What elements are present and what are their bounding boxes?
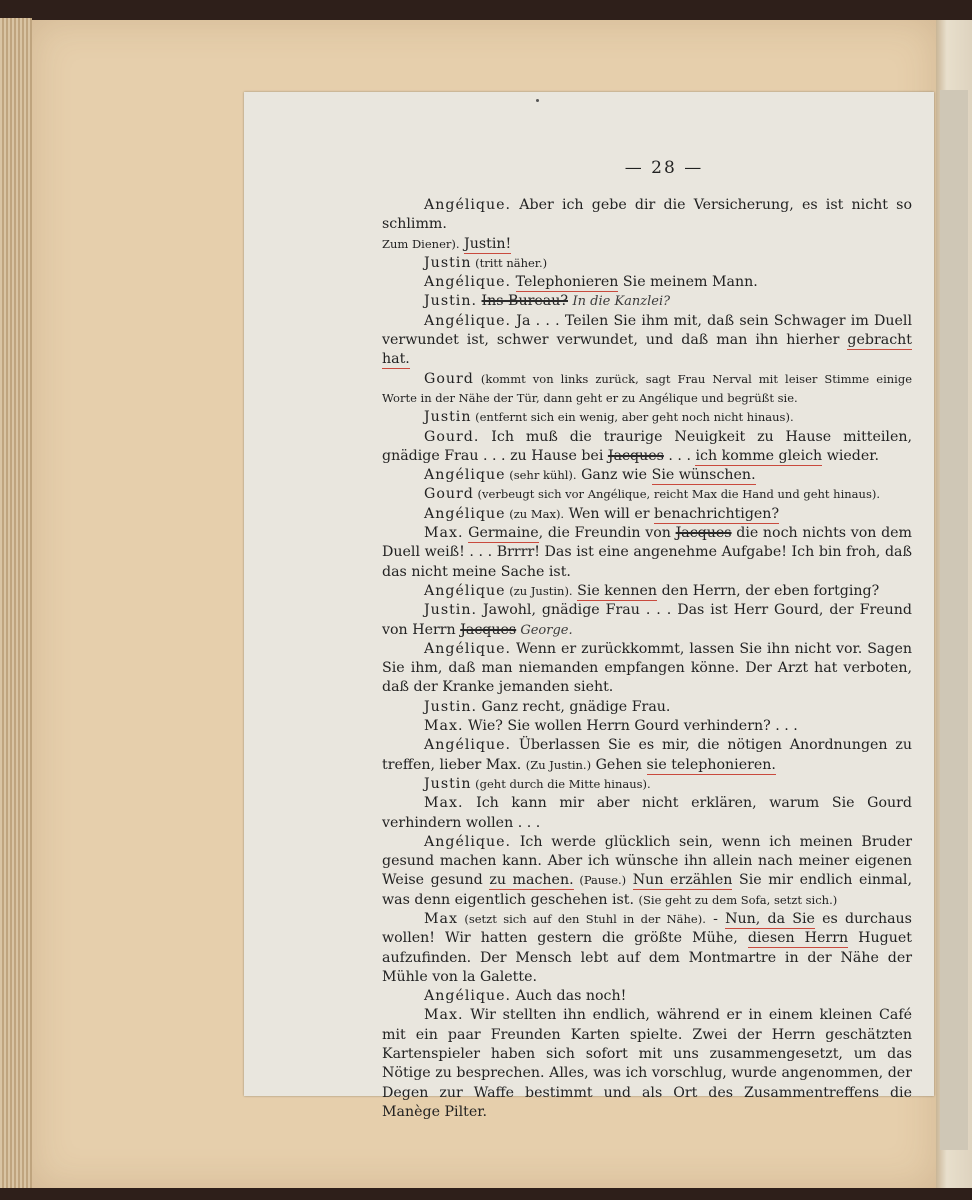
stage-direction: (entfernt sich ein wenig, aber geht noch nicht hinaus). [471,410,794,425]
underlined-text: Germaine [468,525,539,542]
line-text: . . . [663,447,696,464]
line-text: Ich kann mir aber nicht erklären, warum Sie Gourd verhindern wollen . . . [382,795,912,831]
speaker-name: Max. [424,525,464,542]
line-text: Jawohl, gnädige Frau . . . Das ist Herr Gourd, der Freund von Herrn [382,602,912,638]
handwritten-correction: In die Kanzlei? [572,294,671,310]
line-text: es durchaus wollen! Wir hatten gestern die größte Mühe, [382,910,912,947]
line-text: Ganz recht, gnädige Frau. [477,698,671,715]
speaker-name: Angélique. [424,274,512,291]
line-text: Auch das noch! [511,988,627,1005]
script-line [382,292,912,311]
line-text [626,872,633,888]
script-line [382,640,912,698]
speaker-name: Justin [424,254,472,271]
speaker-name: Max [424,910,458,927]
script-line [382,485,912,504]
stage-direction: (Pause.) [573,873,627,888]
script-line [382,312,912,370]
line-text: Sie meinem Mann. [618,274,758,291]
script-line [382,794,912,833]
line-text: Überlassen Sie es mir, die nötigen Anordnungen zu treffen, lieber Max. [382,737,912,773]
underlined-text: ich komme gleich [695,447,823,464]
script-line [382,582,912,601]
speaker-name: Angélique. [424,312,512,329]
speaker-name: Gourd [424,370,474,387]
underlined-text: Nun, da Sie [725,910,815,927]
stage-direction: Zum Diener). [382,236,460,251]
line-text: Wenn er zurückkommt, lassen Sie ihn nicht vor. Sagen Sie ihm, daß man niemanden empfangen könne. Der Arzt hat verboten, daß der Kranke jemanden sieht. [382,640,912,696]
stage-direction: (Zu Justin.) [525,757,592,772]
handwritten-correction: George. [516,622,573,638]
script-line [382,254,912,273]
script-line [382,428,912,467]
script-line [382,370,912,409]
page-number: — 28 — [624,158,704,178]
line-text: Wen will er [564,505,655,522]
script-line [382,466,912,485]
script-line [382,833,912,910]
stage-direction: (zu Justin). [505,583,573,598]
script-line [382,524,912,582]
underlined-text: diesen Herrn [747,930,849,947]
line-text: den Herrn, der eben fortging? [657,582,880,599]
speaker-name: Justin. [424,293,477,310]
line-text: Gehen [591,756,647,773]
ink-dot [536,99,539,102]
underlined-text: Sie kennen [577,582,658,599]
line-text: Ich muß die traurige Neuigkeit zu Hause mitteilen, gnädige Frau . . . zu Hause bei [382,428,912,464]
script-text [382,196,912,1122]
script-line [382,910,912,987]
line-text [511,274,516,290]
struck-text: Jacques [460,621,517,638]
speaker-name: Justin [424,409,472,426]
line-text: Huguet aufzufinden. Der Mensch lebt auf dem Montmartre in der Nähe der Mühle von la Galette. [382,930,912,985]
line-text: Aber ich gebe dir die Versicherung, es ist nicht so schlimm. [382,197,912,233]
speaker-name: Angélique [424,582,506,599]
page-stack-edge [0,18,32,1188]
speaker-name: Gourd. [424,428,480,445]
script-line [382,1006,912,1122]
struck-text: Jacques [607,447,664,464]
line-text: Ich werde glücklich sein, wenn ich meinen Bruder gesund machen kann. Aber ich wünsche ihn allein nach meiner eigenen Weise gesund [382,833,912,889]
speaker-name: Angélique. [424,833,512,850]
stage-direction: (setzt sich auf den Stuhl in der Nähe). [458,911,706,926]
script-line [382,987,912,1006]
underlined-text: benachrichtigen? [654,505,780,522]
script-line [382,235,912,254]
script-line [382,775,912,794]
speaker-name: Angélique [424,505,506,522]
underlined-text: Telephonieren [515,274,619,291]
stage-direction: (geht durch die Mitte hinaus). [471,776,651,791]
line-text: Wie? Sie wollen Herrn Gourd verhindern? . . . [463,718,798,735]
underlined-text: Justin! [464,235,512,252]
right-page-edge [936,20,972,1188]
speaker-name: Max. [424,718,464,735]
script-line [382,196,912,235]
line-text: - [705,910,726,927]
script-line [382,698,912,717]
speaker-name: Angélique. [424,988,512,1005]
script-line [382,505,912,524]
line-text: , die Freundin von [538,525,676,542]
speaker-name: Justin. [424,602,477,619]
struck-text: Ins Bureau? [481,293,568,310]
underlined-text: sie telephonieren. [646,756,776,773]
struck-text: Jacques [675,525,732,542]
underlined-text: zu machen. [489,872,574,889]
stage-direction: (Sie geht zu dem Sofa, setzt sich.) [638,892,838,907]
underlined-text: Sie wünschen. [651,467,756,484]
speaker-name: Justin [424,775,472,792]
script-line [382,408,912,427]
next-page-strip [940,90,968,1150]
speaker-name: Angélique. [424,197,512,213]
line-text: wieder. [822,447,879,464]
line-text: Sie mir endlich einmal, was denn eigentlich geschehen ist. [382,872,912,908]
stage-direction: (kommt von links zurück, sagt Frau Nerval mit leiser Stimme einige Worte in der Nähe der Tür, dann geht er zu Angélique und begrüßt sie. [382,371,912,405]
speaker-name: Angélique [424,467,506,484]
speaker-name: Angélique. [424,640,512,657]
script-line [382,273,912,292]
speaker-name: Max. [424,1007,464,1024]
line-text: die noch nichts von dem Duell weiß! . . . Brrrr! Das ist eine angenehme Aufgabe! Ich bin froh, daß das nicht meine Sache ist. [382,525,913,580]
underlined-text: gebracht hat. [382,332,912,368]
stage-direction: (sehr kühl). [505,468,577,483]
line-text: Ja . . . Teilen Sie ihm mit, daß sein Schwager im Duell verwundet ist, schwer verwundet, und daß man ihn hierher [382,312,912,349]
underlined-text: Nun erzählen [632,872,733,889]
script-line [382,601,912,640]
stage-direction: (zu Max). [505,506,565,521]
speaker-name: Max. [424,795,464,812]
script-line [382,736,912,775]
speaker-name: Angélique. [424,737,512,754]
speaker-name: Gourd [424,486,474,503]
script-line [382,717,912,736]
speaker-name: Justin. [424,698,477,715]
line-text: Ganz wie [576,467,652,484]
stage-direction: (tritt näher.) [471,255,548,270]
line-text: Wir stellten ihn endlich, während er in einem kleinen Café mit ein paar Freunden Karten spielte. Zwei der Herrn geschätzten Kartenspieler haben sich sofort mit uns zusammengesetzt, um das Nötige zu besprechen. Alles, was ich vorschlug, wurde angenommen, der Degen zur Waffe bestimmt und als Ort des Zusammentreffens die Manège Pilter. [382,1007,912,1120]
stage-direction: (verbeugt sich vor Angélique, reicht Max die Hand und geht hinaus). [473,487,880,502]
typed-sheet [244,92,934,1120]
